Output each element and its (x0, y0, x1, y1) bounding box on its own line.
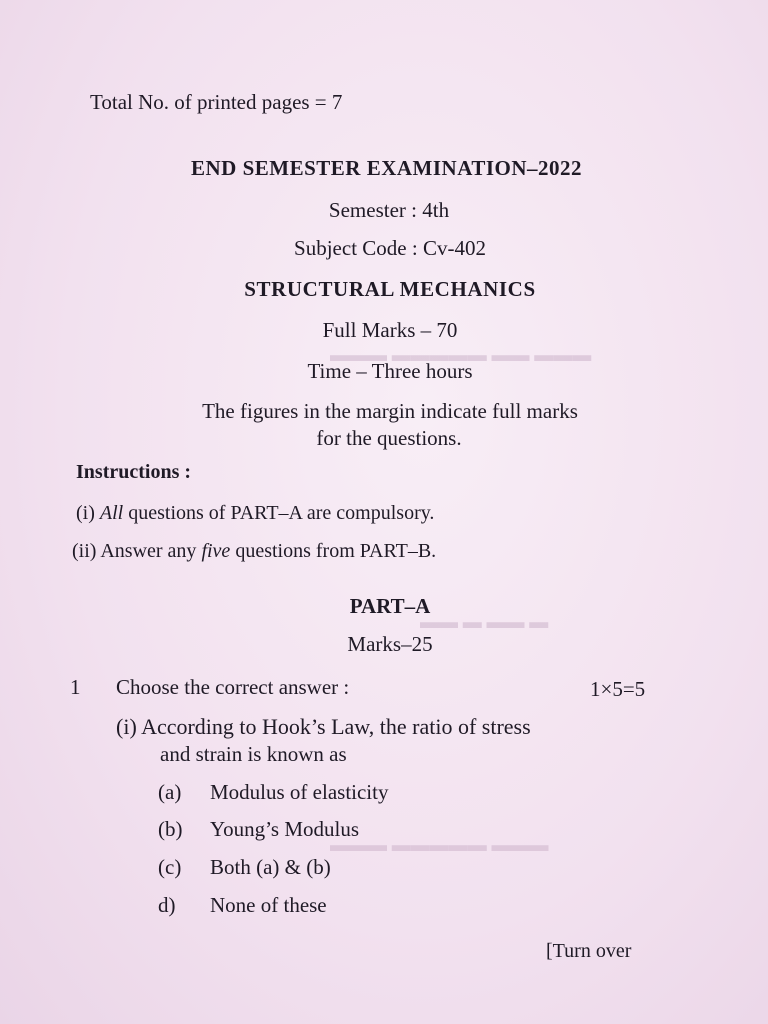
question-text: Choose the correct answer : (116, 675, 350, 699)
sub-question: (i) According to Hook’s Law, the ratio of stress (116, 714, 531, 739)
instruction-item: (i) All questions of PART–A are compulsory. (76, 502, 435, 524)
semester: Semester : 4th (328, 198, 450, 222)
margin-note-line1: The figures in the margin indicate full marks (202, 399, 578, 423)
part-marks: Marks–25 (347, 632, 433, 656)
subject-title: STRUCTURAL MECHANICS (244, 277, 536, 301)
bleed-through-decoration: ▬▬▬ ▬▬ ▬▬▬▬▬ ▬▬▬ (330, 345, 592, 366)
question-number: 1 (70, 675, 81, 699)
margin-note-line2: for the questions. (316, 426, 462, 450)
question-marks: 1×5=5 (590, 677, 646, 701)
full-marks: Full Marks – 70 (322, 318, 458, 342)
time-allowed: Time – Three hours (307, 359, 473, 383)
printed-pages-note: Total No. of printed pages = 7 (90, 90, 343, 114)
answer-option: (a) Modulus of elasticity (158, 780, 389, 804)
answer-option: d) None of these (158, 893, 327, 917)
subject-code: Subject Code : Cv-402 (294, 236, 486, 260)
sub-question-continued: and strain is known as (160, 742, 347, 766)
instruction-item: (ii) Answer any five questions from PART–B. (72, 540, 437, 562)
turn-over-note: [Turn over (546, 940, 632, 962)
bleed-through-decoration: ▬▬▬ ▬▬▬▬▬ ▬▬▬ (330, 835, 549, 856)
exam-title: END SEMESTER EXAMINATION–2022 (191, 156, 582, 180)
bleed-through-decoration: ▬ ▬▬ ▬ ▬▬ (420, 612, 549, 633)
answer-option: (c) Both (a) & (b) (158, 855, 331, 879)
instructions-heading: Instructions : (76, 461, 192, 483)
answer-option: (b) Young’s Modulus (158, 817, 359, 841)
part-heading: PART–A (349, 594, 431, 618)
